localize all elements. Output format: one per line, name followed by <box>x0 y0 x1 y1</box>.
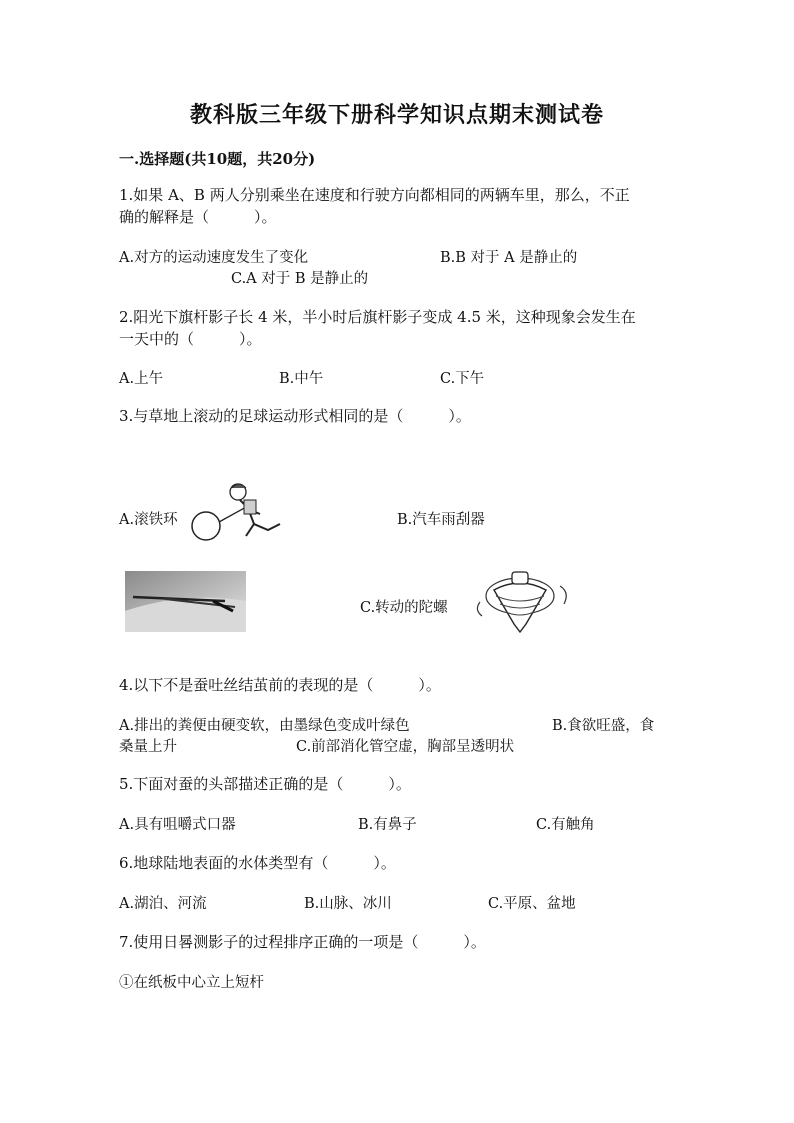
question-6-option-c: C.平原、盆地 <box>488 896 576 912</box>
question-5-option-c: C.有触角 <box>536 817 595 833</box>
question-5-line-1: 5.下面对蚕的头部描述正确的是（ ）。 <box>119 775 411 793</box>
question-5-option-b: B.有鼻子 <box>358 817 417 833</box>
question-4-option-a: A.排出的粪便由硬变软，由墨绿色变成叶绿色 <box>119 718 410 734</box>
question-4-option-b-continued: 桑量上升 <box>119 739 177 755</box>
question-4-option-b: B.食欲旺盛，食 <box>552 718 655 734</box>
question-1-option-c: C.A 对于 B 是静止的 <box>231 271 369 287</box>
question-2-option-c: C.下午 <box>440 371 485 387</box>
section-heading: 一.选择题(共10题，共20分) <box>119 150 316 168</box>
question-3-option-c: C.转动的陀螺 <box>360 600 448 616</box>
question-2-line-2: 一天中的（ ）。 <box>119 330 262 348</box>
question-3-option-b: B.汽车雨刮器 <box>397 512 485 528</box>
question-7-line-1: 7.使用日晷测影子的过程排序正确的一项是（ ）。 <box>119 933 486 951</box>
page-title: 教科版三年级下册科学知识点期末测试卷 <box>189 102 604 128</box>
spinning-top-image <box>474 566 574 634</box>
car-windshield-wiper-image <box>125 571 246 632</box>
question-7-step-1: ①在纸板中心立上短杆 <box>119 975 264 991</box>
question-2-line-1: 2.阳光下旗杆影子长 4 米，半小时后旗杆影子变成 4.5 米，这种现象会发生在 <box>119 308 636 326</box>
question-2-option-b: B.中午 <box>279 371 324 387</box>
question-1-line-2: 确的解释是（ ）。 <box>119 208 277 226</box>
question-3-option-a: A.滚铁环 <box>119 512 178 528</box>
question-6-option-a: A.湖泊、河流 <box>119 896 207 912</box>
boy-rolling-hoop-image <box>188 480 284 544</box>
question-1-option-b: B.B 对于 A 是静止的 <box>440 250 578 266</box>
question-6-option-b: B.山脉、冰川 <box>304 896 392 912</box>
question-1-line-1: 1.如果 A、B 两人分别乘坐在速度和行驶方向都相同的两辆车里，那么，不正 <box>119 186 630 204</box>
question-5-option-a: A.具有咀嚼式口器 <box>119 817 236 833</box>
question-1-option-a: A.对方的运动速度发生了变化 <box>119 250 309 266</box>
question-4-line-1: 4.以下不是蚕吐丝结茧前的表现的是（ ）。 <box>119 676 441 694</box>
question-6-line-1: 6.地球陆地表面的水体类型有（ ）。 <box>119 854 396 872</box>
question-2-option-a: A.上午 <box>119 371 164 387</box>
question-4-option-c: C.前部消化管空虚，胸部呈透明状 <box>296 739 515 755</box>
question-3-line-1: 3.与草地上滚动的足球运动形式相同的是（ ）。 <box>119 407 471 425</box>
